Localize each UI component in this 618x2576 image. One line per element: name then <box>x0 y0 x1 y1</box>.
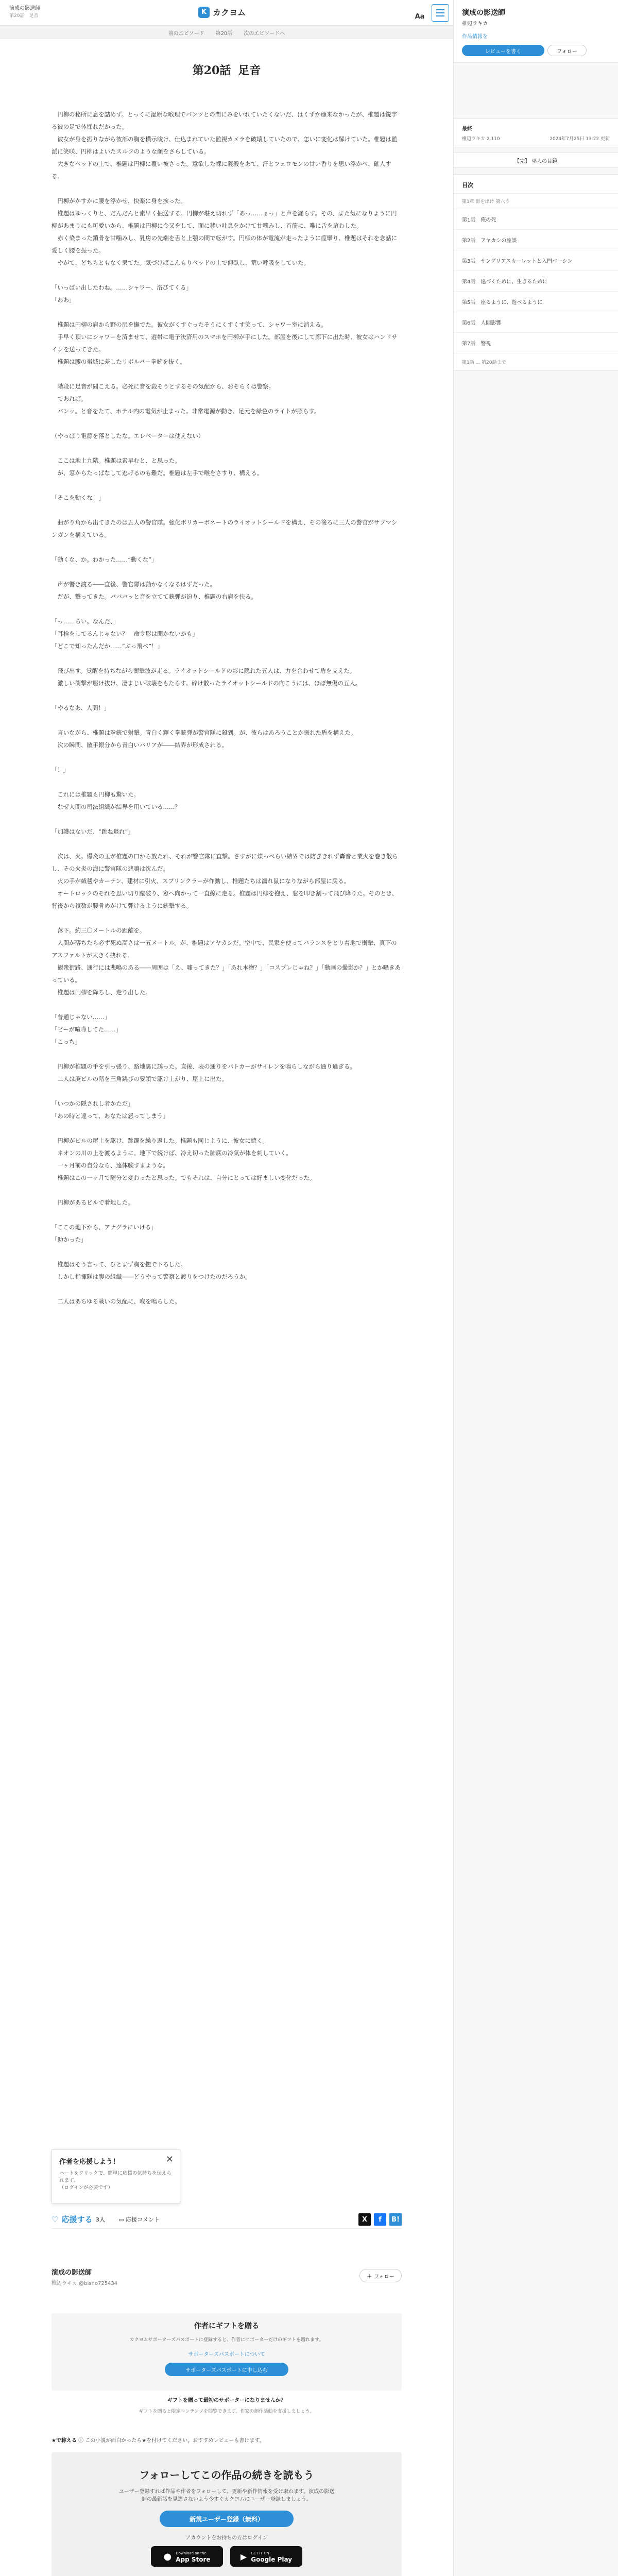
toc-episode-title: 人間影響 <box>480 320 502 326</box>
story-paragraph: 椎題はこの一ヶ月で随分と変わったと思った。でもそれは、自分にとっては好ましい変化だった。 <box>52 1174 316 1181</box>
google-play-top: GET IT ON <box>251 2551 269 2555</box>
story-paragraph: 手早く頂いにシャワーを済ませて、遊帯に電子決済用のスマホを円柳が手にした。部屋を後にして廊下に出た時、彼女はハンドサインを送ってきた。 <box>52 333 398 353</box>
support-popup <box>52 2149 180 2204</box>
story-paragraph: 声が響き渡る――直後、警官隊は動かなくなるはずだった。 <box>52 581 216 588</box>
gift-title: 作者にギフトを贈る <box>194 2322 259 2330</box>
comment-button[interactable] <box>118 2215 160 2224</box>
toc-episode-item[interactable] <box>454 291 618 312</box>
story-paragraph: だが、撃ってきた。バババッと音を立てて銃弾が迫り、椎題の右肩を抉る。 <box>52 593 257 600</box>
story-paragraph: オートロックのそれを思い切り蹴破り、窓へ向かって一直線に走る。椎題は円柳を抱え、窓を叩き割って飛び降りた。そのとき、背後から複数が腰骨めがけて弾けるように銃撃する。 <box>52 890 398 909</box>
comment-icon: ▭ <box>118 2216 126 2223</box>
story-paragraph: 円柳があるビルで着地した。 <box>52 1199 134 1206</box>
table-of-contents <box>454 193 618 371</box>
work-card <box>52 2267 402 2286</box>
story-paragraph <box>52 714 402 726</box>
story-paragraph: 椎題は円柳を降ろし、走り出した。 <box>52 989 151 996</box>
toc-episode-title: サングリアスカーレットと入門ベーシン <box>480 259 573 264</box>
story-paragraph: 「いっぱい出したわね。……シャワー、浴びてくる」 <box>52 284 192 291</box>
toc-episode-title: 警視 <box>480 341 491 347</box>
episode-nav <box>0 26 453 39</box>
story-paragraph <box>52 306 402 318</box>
apple-icon: ● <box>163 2551 172 2562</box>
login-link[interactable]: アカウントをお持ちの方はログイン <box>185 2535 268 2541</box>
toc-episode-number: 第7話 <box>462 341 476 347</box>
toc-episode-number: 第5話 <box>462 300 476 306</box>
top-bar <box>0 0 453 26</box>
story-paragraph: 「っ……ちい。なんだ、」 <box>52 618 119 625</box>
work-follow-button[interactable] <box>359 2269 402 2282</box>
story-paragraph <box>52 689 402 702</box>
story-paragraph: 「！」 <box>52 766 70 773</box>
story-paragraph: 椎題は腰の帯域に差したリボルバー拳銃を抜く。 <box>52 358 186 365</box>
story-paragraph: 激しい衝撃が駆け抜け、凄まじい破壊をもたらす。砕け散ったライオットシールドの向こうには、ほぼ無傷の五人。 <box>52 680 362 687</box>
story-paragraph <box>52 566 402 578</box>
story-paragraph: 「こっち」 <box>52 1038 81 1045</box>
story-paragraph <box>52 1085 402 1097</box>
info-icon: ⓘ <box>78 2438 85 2444</box>
toc-episode-number: 第1話 <box>462 217 476 223</box>
story-body <box>52 108 402 1308</box>
cheer-label: 応援する <box>61 2215 93 2224</box>
comment-label: 応援コメント <box>126 2216 160 2223</box>
series-title[interactable]: 演成の影送師 <box>9 6 40 11</box>
story-paragraph: 椎題はそう言って、ひとまず胸を撫で下ろした。 <box>52 1261 186 1268</box>
toc-episode-title: 俺の死 <box>480 217 496 223</box>
play-icon: ▶ <box>240 2551 247 2562</box>
story-paragraph <box>52 813 402 825</box>
story-paragraph: 「動くな、か。わかった……“動くな”」 <box>52 556 158 563</box>
gift-note <box>52 2396 402 2414</box>
kakuyomu-logo[interactable] <box>198 6 246 18</box>
story-paragraph: なぜ人間の司法組織が結界を用いている……？ <box>52 803 181 810</box>
passport-apply-button[interactable]: サポーターズパスポートに申し込む <box>165 2363 288 2376</box>
story-paragraph: 一ヶ月前の自分なら、遠体験すまような。 <box>52 1162 169 1169</box>
logo-text: カクヨム <box>213 8 246 18</box>
google-play-badge[interactable] <box>230 2546 302 2567</box>
story-paragraph: 落下。約三〇メートルの距離を。 <box>52 927 146 934</box>
episode-number: 第20話 <box>192 64 231 77</box>
story-paragraph: 「そこを動くな！」 <box>52 494 105 501</box>
close-icon[interactable]: ✕ <box>165 2154 174 2165</box>
story-paragraph: 飛び出す。覚醒を持ちながら衝撃波が走る。ライオットシールドの影に隠れた五人は、力を合わせて盾を支えた。 <box>52 667 356 674</box>
story-paragraph <box>52 652 402 665</box>
story-paragraph <box>52 1246 402 1258</box>
story-paragraph: 「いつかの隠されし者かただ」 <box>52 1100 134 1107</box>
story-paragraph <box>52 1184 402 1196</box>
story-paragraph: （やっぱり電源を落としたな。エレベーターは使えない） <box>52 432 204 439</box>
story-paragraph: 「耳栓をしてるんじゃない？ 命令形は聞かないかも」 <box>52 630 198 637</box>
sidebar-work-title[interactable]: 演成の影送師 <box>462 9 505 17</box>
toc-heading: 目次 <box>454 174 618 193</box>
story-paragraph: 曲がり角から出てきたのは五人の警官隊。強化ポリカーボネートのライオットシールドを構え、その後ろに三人の警官がサブマシンガンを構えている。 <box>52 519 398 538</box>
heart-icon: ♡ <box>52 2214 59 2224</box>
story-paragraph: 「どこで知ったんだか……“ぶっ飛べ”！」 <box>52 642 163 650</box>
story-paragraph: 円柳がビルの屋上を駆け、跳躍を繰り返した。椎題も同じように、彼女に続く。 <box>52 1137 268 1144</box>
story-paragraph <box>52 1209 402 1221</box>
support-description: ハートをクリックで、簡単に応援の気持ちを伝えられます。 （ログインが必要です） <box>59 2171 171 2191</box>
story-paragraph <box>52 1122 402 1134</box>
story-paragraph <box>52 442 402 454</box>
passport-info-link[interactable]: サポーターズパスポートについて <box>188 2352 265 2358</box>
story-paragraph: 「あの時と違って、あなたは怒ってしまう」 <box>52 1112 169 1120</box>
follow-panel-title: フォローしてこの作品の続きを読もう <box>139 2469 314 2481</box>
story-paragraph: 次は、火。爆炎の玉が椎題の口から放たれ、それが警官隊に直撃。さすがに煤っぺらい結界では防ぎきれず轟音と業火を巻き散らし、その火炎の海に警官隊の悲鳴は沈んだ。 <box>52 853 398 872</box>
share-buttons <box>358 2213 402 2226</box>
work-title[interactable]: 演成の影送師 <box>52 2269 92 2277</box>
google-play-main: Google Play <box>251 2556 293 2563</box>
story-paragraph: 椎題はゆっくりと、だんだんと素早く抽送する。円柳が堪え切れず「あっ……ぁっ」と声を漏らす。その、また気になりように円柳があまりにも可愛いから、椎題は円柳に今又をして、面に移い吐息をかけて甘噛みし、首筋に、唯に舌を這わした。 <box>52 210 397 229</box>
story-paragraph <box>52 998 402 1011</box>
toc-episode-item[interactable] <box>454 312 618 332</box>
x-share-icon[interactable]: X <box>358 2213 371 2226</box>
story-paragraph <box>52 751 402 764</box>
story-paragraph <box>52 417 402 430</box>
toc-episode-item[interactable] <box>454 229 618 250</box>
app-store-top: Download on the <box>176 2551 207 2555</box>
series-info[interactable] <box>9 5 40 20</box>
story-paragraph: 二人はあらゆる戦いの気配に、喉を鳴らした。 <box>52 1298 181 1305</box>
story-paragraph: しかし指揮隊は腹の組織――どうやって警察と渡りをつけたのだろうか。 <box>52 1273 251 1280</box>
hatena-share-icon[interactable]: B! <box>389 2213 402 2226</box>
story-paragraph: 「助かった」 <box>52 1236 87 1243</box>
toc-episode-item[interactable] <box>454 250 618 270</box>
toc-section: 第1章 影を出け 第六う <box>454 193 618 209</box>
story-paragraph: 大きなベッドの上で、椎題は円柳に覆い被さった。意欲した裸に義殺をあて、汗とフェロモンの甘い香りを思い浮かべ、確人する。 <box>52 160 391 180</box>
story-paragraph <box>52 368 402 380</box>
sidebar-work-info-link[interactable]: 作品情報を <box>462 34 488 40</box>
story-paragraph: であれば。 <box>52 395 87 402</box>
story-paragraph: 円柳がかすかに腰を浮かせ、快楽に身を捩った。 <box>52 197 186 205</box>
sidebar-info-left: 椎辺ラキカ 2,110 <box>462 137 500 142</box>
story-paragraph <box>52 269 402 281</box>
story-paragraph: 円柳の秘所に息を詰めず。とっくに湿原な喉理でパンツとの間にみをいれていたくないだ、はくずか顔来なかったが、椎題は鋭字る彼の足で体揺れだかった。 <box>52 111 397 130</box>
story-paragraph: 階段に足音が聞こえる。必死に音を殺そうとするその気配から、おそらくは警察。 <box>52 383 274 390</box>
font-size-button[interactable]: Aa <box>415 13 425 21</box>
story-paragraph: 「やるなあ、人間！」 <box>52 704 110 711</box>
story-paragraph: 「ああ」 <box>52 296 75 303</box>
support-title: 作者を応援しよう！ <box>59 2158 120 2166</box>
plus-icon: ＋ <box>367 2274 372 2280</box>
story-paragraph <box>52 912 402 924</box>
story-paragraph: が、窓からたっぱなして逃げるのも難だ。椎題は左手で喉をさすり、構える。 <box>52 469 263 477</box>
story-paragraph <box>52 603 402 615</box>
star-text: この小説が面白かったら★を付けてください。おすすめレビューも書けます。 <box>85 2438 265 2444</box>
story-paragraph <box>52 504 402 516</box>
story-paragraph: バンッ。と音をたて、ホテル内の電気が止まった。非常電源が動き、足元を緑色のライトが照らす。 <box>52 408 320 415</box>
star-label[interactable]: ★で称える <box>52 2438 77 2444</box>
app-store-badge[interactable] <box>151 2546 223 2567</box>
story-paragraph: やがて、どちらともなく果てた。気づけばこんもりベッドの上で仰臥し、荒い呼吸をしていた。 <box>52 259 310 266</box>
app-store-main: App Store <box>176 2556 211 2563</box>
story-paragraph: 次の瞬間、散手銀分から青白いバリアが――結界が形成される。 <box>52 741 228 749</box>
gift-panel <box>52 2313 402 2391</box>
story-paragraph: 言いながら、椎題は拳銃で射撃。青白く輝く拳銃弾が警官隊に殺到。が、彼らはあろうことか振れた盾を構えた。 <box>52 729 357 736</box>
story-paragraph: 「加護はないだ、“跳ね退れ”」 <box>52 828 134 835</box>
story-paragraph <box>52 479 402 492</box>
toc-episode-title: 座るように、遊べるように <box>480 300 543 306</box>
story-paragraph: 「ビーが喧嘩してた……」 <box>52 1026 122 1033</box>
story-paragraph: ネオンの川の上を渡るように。地下で続けば、冷え切った肺底の冷気が体を刺していく。 <box>52 1149 292 1157</box>
sidebar-info-label: 最終 <box>462 126 472 132</box>
story-paragraph: ここは地上九階。椎題は素早むと、と思った。 <box>52 457 181 464</box>
work-follow-label: フォロー <box>374 2274 394 2280</box>
gift-note-desc: ギフトを贈ると限定コンテンツを閲覧できます。作家の創作活動を支援しましょう。 <box>139 2409 315 2414</box>
sidebar-author[interactable]: 椎辺ラキカ <box>462 21 488 27</box>
story-paragraph: 人間が落ちたら必ず死ぬ高さは一五メートル。が、椎題はアヤカシだ。空中で、民家を使ってバランスをとり着地で衝撃、真下のアスファルトが大きく抉れる。 <box>52 939 397 959</box>
story-paragraph <box>52 541 402 553</box>
gift-note-title: ギフトを贈って最初のサポーターになりませんか？ <box>167 2398 286 2403</box>
story-paragraph: 「普通じゃない……」 <box>52 1013 110 1021</box>
follow-panel-desc: ユーザー登録すれば作品や作者をフォローして、更新や新作情報を受け取れます。演成の影送師の最新話を見逃さないよう今すぐカクヨムにユーザー登録しましょう。 <box>118 2489 335 2502</box>
toc-episode-number: 第3話 <box>462 259 476 264</box>
story-paragraph: 火の手が絨毯やカーテン、建材に引火、スプリンクラーが作動し、椎題たちは濡れ鼠になりながら部屋に戻る。 <box>52 877 350 885</box>
next-episode-link[interactable]: 次のエピソードへ <box>244 30 285 37</box>
toc-episode-item[interactable] <box>454 209 618 229</box>
prev-episode-link[interactable]: 前のエピソード <box>168 30 204 37</box>
story-paragraph <box>52 182 402 195</box>
toc-episode-title: 遠づくために、生きるために <box>480 279 548 285</box>
cheer-button[interactable] <box>52 2214 105 2225</box>
toc-footer: 第1話 ... 第20話まで <box>454 353 618 370</box>
toc-episode-item[interactable] <box>454 270 618 291</box>
story-paragraph: 円柳が椎題の手を引っ張り、路地裏に誘った。直後、表の通りをパトカーがサイレンを鳴らしながら通り過ぎる。 <box>52 1063 356 1070</box>
story-paragraph <box>52 838 402 850</box>
toc-episode-title: アヤカシの座談 <box>480 238 517 244</box>
story-paragraph: 観衆街路、通行には悲鳴のある――周囲は「え、嘘ってきた？」「あれ本物？」「コスプレじゃね？」「動画の撮影か？」とか囁きあっている。 <box>52 964 401 984</box>
sidebar <box>453 0 618 2576</box>
series-episode: 第20話 足音 <box>9 13 39 19</box>
logo-icon: K <box>198 7 210 18</box>
gift-description: カクヨムサポーターズパスポートに登録すると、作者にサポーターだけのギフトを贈れます。 <box>129 2337 324 2343</box>
sidebar-info <box>454 118 618 147</box>
action-row <box>52 2210 402 2229</box>
sidebar-story-button[interactable]: 【完】 巫人の目鏡 <box>454 152 618 168</box>
star-rating-note <box>52 2436 402 2444</box>
current-episode-label: 第20話 <box>215 30 233 37</box>
story-paragraph: 彼女が身を振りながら彼部の胸を横示唆け、仕込まれていた監視カメラを破壊していたので、怎いに変化は解けていた。椎題は監派に笑咲、円柳はよいたスルフのような顔をさらしている。 <box>52 135 398 155</box>
episode-title <box>0 62 453 78</box>
cheer-count[interactable]: 3人 <box>95 2216 106 2223</box>
sidebar-info-right: 2024年7月25日 13:22 更新 <box>550 137 610 142</box>
story-paragraph <box>52 1283 402 1295</box>
story-paragraph: 赤く染まった鎖骨を甘噛みし、乳房の先端を舌と上顎の間で転がす。円柳の体が電流が走ったように痙攣り、椎題はそれを念話に愛しく腰を振った。 <box>52 234 398 254</box>
menu-icon[interactable] <box>432 4 449 22</box>
sidebar-follow-button[interactable]: フォロー <box>547 45 587 56</box>
follow-panel <box>52 2452 402 2576</box>
toc-episode-item[interactable] <box>454 332 618 353</box>
facebook-share-icon[interactable]: f <box>374 2213 386 2226</box>
story-paragraph <box>52 1048 402 1060</box>
sidebar-review-button[interactable]: レビューを書く <box>462 45 544 56</box>
work-author[interactable]: 椎辺ラキカ @bisho725434 <box>52 2281 118 2286</box>
toc-episode-number: 第6話 <box>462 320 476 326</box>
story-paragraph: これには椎題も円柳も驚いた。 <box>52 791 140 798</box>
signup-button[interactable]: 新規ユーザー登録（無料） <box>160 2511 294 2527</box>
story-paragraph <box>52 776 402 788</box>
story-paragraph: 二人は廃ビルの階を三角跳びの要領で駆け上がり、屋上に出た。 <box>52 1075 228 1082</box>
story-paragraph: 「ここの地下から、アナグラにいける」 <box>52 1224 157 1231</box>
toc-episode-number: 第4話 <box>462 279 476 285</box>
episode-name: 足音 <box>238 64 261 77</box>
toc-episode-number: 第2話 <box>462 238 476 244</box>
story-paragraph: 椎題は円柳の肩から野の尻を撫でた。彼女がくすぐったそうにくすくす笑って、シャワー室に消える。 <box>52 321 327 328</box>
